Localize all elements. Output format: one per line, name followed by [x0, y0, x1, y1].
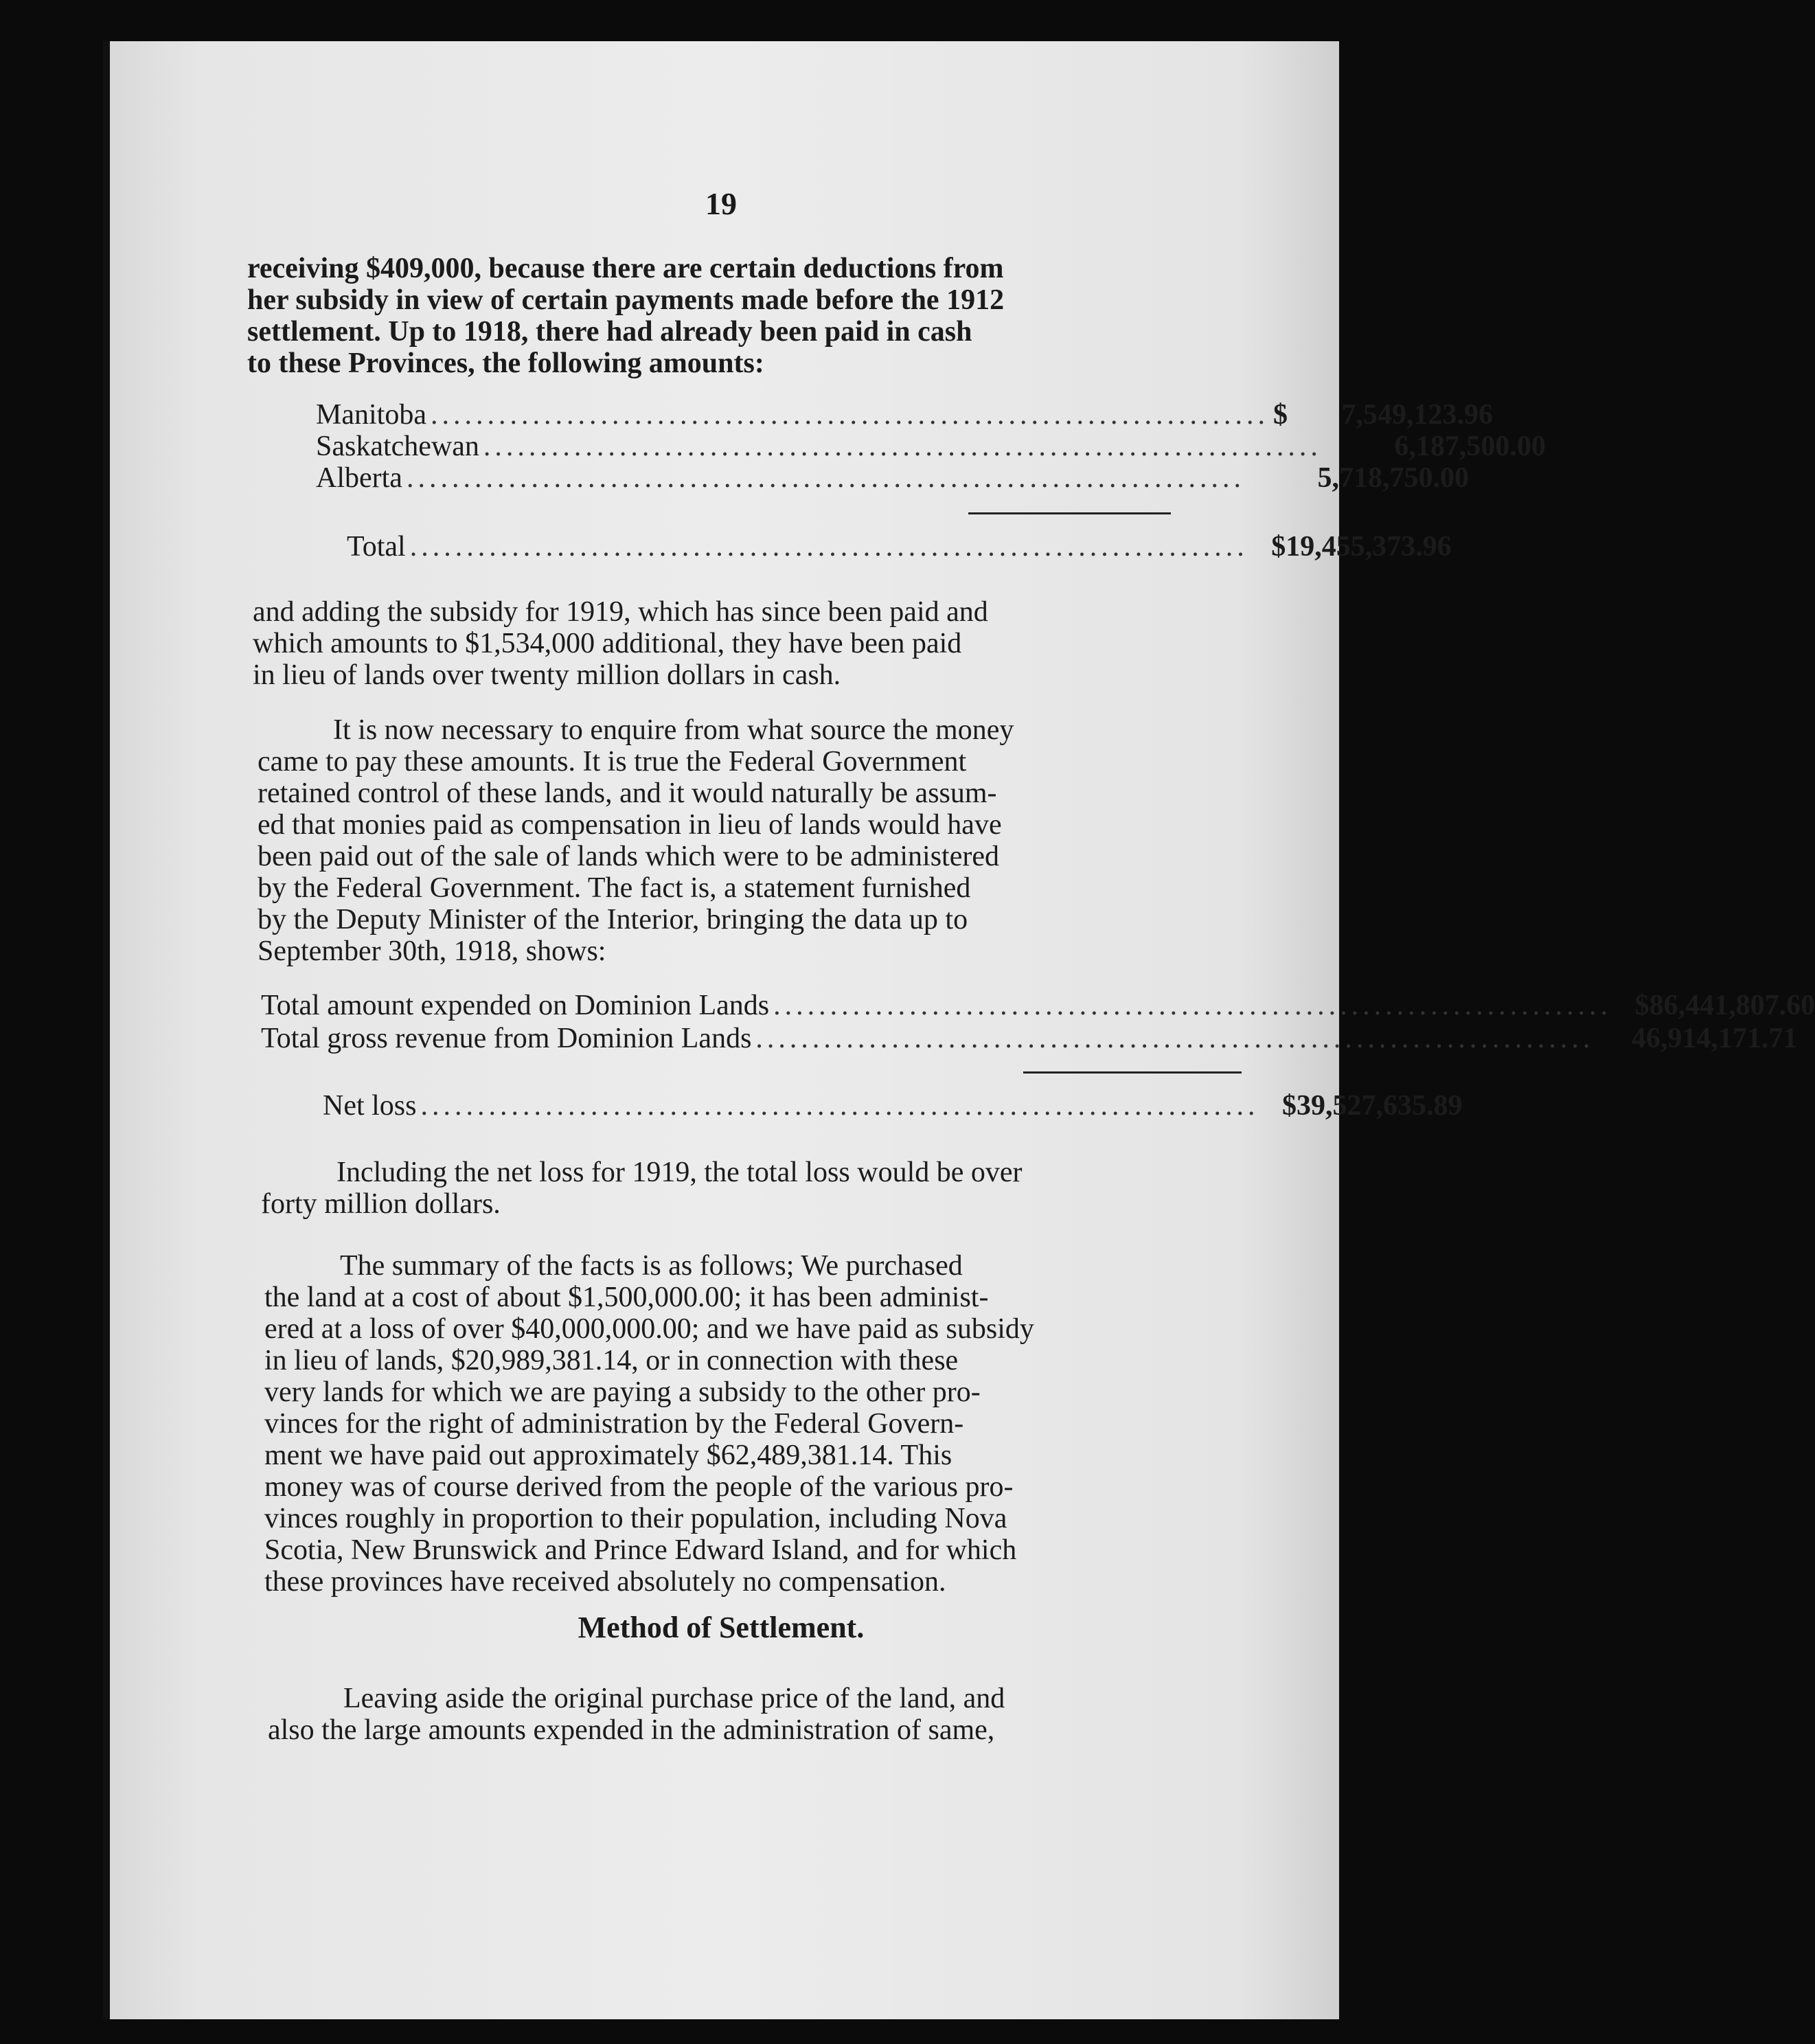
text-line: also the large amounts expended in the administration of same, — [268, 1714, 995, 1746]
text-line: by the Deputy Minister of the Interior, bringing the data up to — [258, 904, 968, 935]
text-line: The summary of the facts is as follows; We purchased — [340, 1250, 963, 1282]
text-line: retained control of these lands, and it would naturally be assum- — [258, 777, 997, 809]
document-page — [103, 41, 1815, 2019]
leader-dots: .......................................................................... — [430, 399, 1269, 431]
text-line: her subsidy in view of certain payments made before the 1912 — [247, 284, 1005, 316]
text-line: these provinces have received absolutely no compensation. — [264, 1566, 946, 1598]
page-spine-edge — [103, 41, 110, 2019]
text-line: by the Federal Government. The fact is, a statement furnished — [258, 872, 971, 904]
row-amount: $86,441,807.60 — [1634, 990, 1815, 1021]
text-line: settlement. Up to 1918, there had already been paid in cash — [247, 316, 972, 348]
leader-dots: .......................................................................... — [406, 462, 1245, 494]
paragraph-net-loss — [261, 1157, 1243, 1220]
row-label: Manitoba — [316, 399, 426, 431]
row-label: Total gross revenue from Dominion Lands — [261, 1023, 752, 1054]
text-line: money was of course derived from the people of the various pro- — [264, 1471, 1014, 1503]
text-line: very lands for which we are paying a subsidy to the other pro- — [264, 1376, 981, 1408]
paragraph-enquire — [258, 714, 1240, 967]
table-row-total — [347, 530, 1452, 563]
text-line: to these Provinces, the following amounts: — [247, 348, 764, 379]
text-line: Including the net loss for 1919, the total loss would be over — [336, 1157, 1023, 1188]
table-row-revenue — [261, 1022, 1798, 1054]
paragraph-summary — [264, 1250, 1246, 1598]
row-label: Total amount expended on Dominion Lands — [261, 990, 770, 1021]
text-line: It is now necessary to enquire from what source the money — [333, 714, 1014, 746]
text-line: vinces roughly in proportion to their population, including Nova — [264, 1503, 1007, 1534]
leader-dots: .......................................................................... — [483, 431, 1322, 462]
row-amount: $39,527,635.89 — [1282, 1090, 1463, 1122]
text-line: vinces for the right of administration by the Federal Govern- — [264, 1408, 964, 1440]
text-line: and adding the subsidy for 1919, which has since been paid and — [253, 596, 988, 628]
text-line: ered at a loss of over $40,000,000.00; and we have paid as subsidy — [264, 1313, 1034, 1345]
text-line: September 30th, 1918, shows: — [258, 935, 606, 967]
text-line: in lieu of lands over twenty million dollars in cash. — [253, 659, 841, 691]
row-amount: $19,455,373.96 — [1271, 531, 1452, 563]
row-label: Saskatchewan — [316, 431, 479, 462]
row-label: Alberta — [316, 462, 402, 494]
paragraph-method — [268, 1683, 1250, 1746]
row-label: Net loss — [323, 1090, 417, 1122]
text-line: Leaving aside the original purchase price of the land, and — [343, 1683, 1005, 1714]
row-amount: 46,914,171.71 — [1631, 1023, 1798, 1054]
row-amount: 5,718,750.00 — [1317, 462, 1469, 494]
text-line: receiving $409,000, because there are certain deductions from — [247, 253, 1004, 284]
text-line: been paid out of the sale of lands which were to be administered — [258, 841, 999, 872]
table-row-manitoba — [316, 398, 1493, 431]
text-line: came to pay these amounts. It is true the Federal Government — [258, 746, 967, 777]
page-number: 19 — [705, 186, 737, 221]
paragraph-receiving — [247, 253, 1229, 379]
row-amount: 7,549,123.96 — [1341, 399, 1493, 431]
table-row-expended — [261, 989, 1815, 1021]
text-line: ed that monies paid as compensation in lieu of lands would have — [258, 809, 1002, 841]
text-line: the land at a cost of about $1,500,000.00; it has been administ- — [264, 1282, 989, 1313]
paragraph-subsidy — [253, 596, 1236, 691]
leader-dots: .......................................................................... — [755, 1023, 1595, 1054]
text-line: forty million dollars. — [261, 1188, 501, 1220]
table-row-alberta — [316, 462, 1469, 494]
text-line: Scotia, New Brunswick and Prince Edward Island, and for which — [264, 1534, 1017, 1566]
currency-sign: $ — [1272, 399, 1288, 431]
table-row-net-loss — [323, 1089, 1463, 1122]
text-line: which amounts to $1,534,000 additional, they have been paid — [253, 628, 962, 659]
section-heading: Method of Settlement. — [578, 1611, 865, 1644]
sum-rule — [1023, 1071, 1242, 1074]
row-amount: 6,187,500.00 — [1394, 431, 1546, 462]
leader-dots: .......................................................................... — [773, 990, 1612, 1021]
leader-dots: .......................................................................... — [420, 1090, 1259, 1122]
table-row-saskatchewan — [316, 430, 1546, 462]
text-line: in lieu of lands, $20,989,381.14, or in connection with these — [264, 1345, 959, 1376]
text-line: ment we have paid out approximately $62,489,381.14. This — [264, 1440, 952, 1471]
sum-rule — [968, 512, 1171, 514]
leader-dots: .......................................................................... — [409, 531, 1248, 563]
row-label: Total — [347, 531, 406, 563]
